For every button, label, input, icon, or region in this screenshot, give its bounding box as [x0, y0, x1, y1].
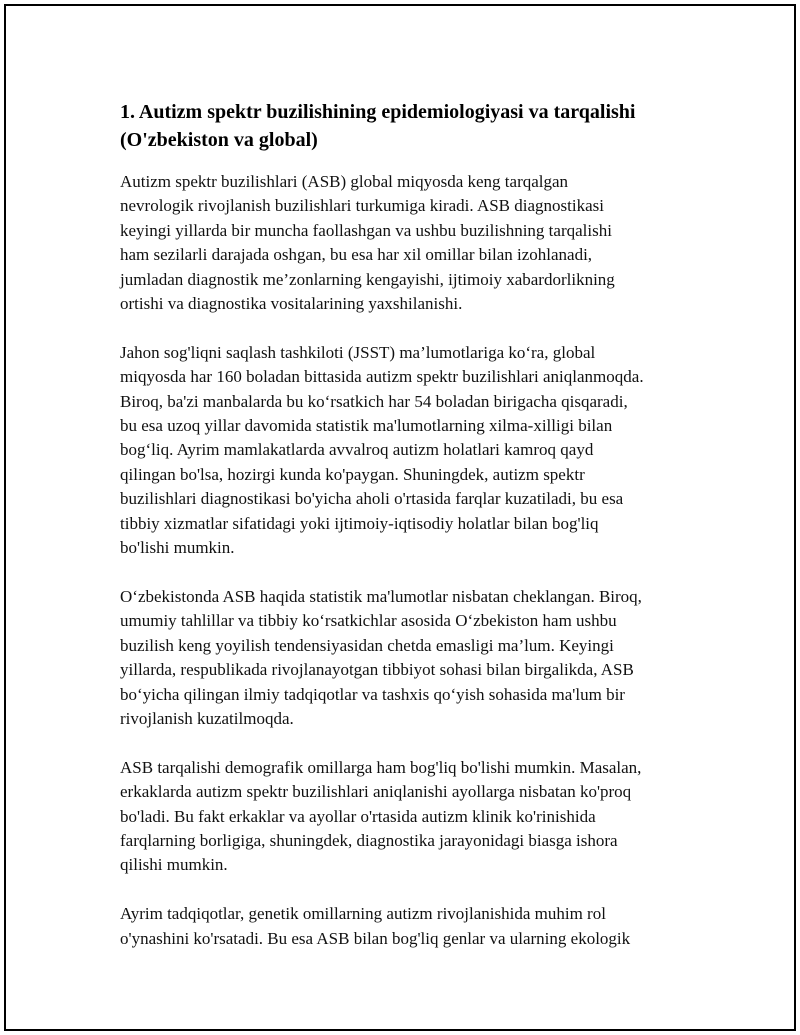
paragraph: [120, 585, 700, 731]
document-body: [120, 98, 700, 975]
paragraph-line: tibbiy xizmatlar sifatidagi yoki ijtimoiy-iqtisodiy holatlar bilan bog'liq: [120, 513, 599, 533]
paragraph-line: Ayrim tadqiqotlar, genetik omillarning autizm rivojlanishida muhim rol: [120, 904, 606, 924]
paragraph-line: yillarda, respublikada rivojlanayotgan tibbiyot sohasi bilan birgalikda, ASB: [120, 660, 634, 680]
paragraph-line: nevrologik rivojlanish buzilishlari turkumiga kiradi. ASB diagnostikasi: [120, 196, 604, 216]
section-heading: [120, 98, 700, 154]
paragraph-line: o'ynashini ko'rsatadi. Bu esa ASB bilan bog'liq genlar va ularning ekologik: [120, 928, 631, 948]
paragraph-line: rivojlanish kuzatilmoqda.: [120, 708, 294, 728]
heading-line: (O'zbekiston va global): [120, 129, 318, 151]
paragraph-line: farqlarning borligiga, shuningdek, diagnostika jarayonidagi biasga ishora: [120, 830, 618, 850]
paragraph-line: bog‘liq. Ayrim mamlakatlarda avvalroq autizm holatlari kamroq qayd: [120, 440, 594, 460]
paragraph-list: [120, 170, 700, 951]
paragraph-line: ASB tarqalishi demografik omillarga ham bog'liq bo'lishi mumkin. Masalan,: [120, 757, 642, 777]
paragraph-line: jumladan diagnostik me’zonlarning kengayishi, ijtimoiy xabardorlikning: [120, 269, 615, 289]
paragraph-line: bo‘yicha qilingan ilmiy tadqiqotlar va tashxis qo‘yish sohasida ma'lum bir: [120, 684, 625, 704]
paragraph-line: bo'lishi mumkin.: [120, 538, 235, 558]
paragraph-line: keyingi yillarda bir muncha faollashgan va ushbu buzilishning tarqalishi: [120, 220, 612, 240]
paragraph: [120, 341, 700, 561]
paragraph-line: bu esa uzoq yillar davomida statistik ma'lumotlarning xilma-xilligi bilan: [120, 416, 613, 436]
paragraph-line: erkaklarda autizm spektr buzilishlari aniqlanishi ayollarga nisbatan ko'proq: [120, 782, 632, 802]
paragraph-line: Jahon sog'liqni saqlash tashkiloti (JSST) ma’lumotlariga ko‘ra, global: [120, 342, 596, 362]
heading-line: 1. Autizm spektr buzilishining epidemiologiyasi va tarqalishi: [120, 101, 636, 123]
paragraph-line: umumiy tahlillar va tibbiy ko‘rsatkichlar asosida O‘zbekiston ham ushbu: [120, 611, 617, 631]
page-frame: [4, 4, 796, 1031]
paragraph-line: Biroq, ba'zi manbalarda bu ko‘rsatkich har 54 boladan birigacha qisqaradi,: [120, 391, 628, 411]
paragraph-line: miqyosda har 160 boladan bittasida autizm spektr buzilishlari aniqlanmoqda.: [120, 367, 644, 387]
paragraph-line: qilingan bo'lsa, hozirgi kunda ko'paygan. Shuningdek, autizm spektr: [120, 464, 585, 484]
paragraph-line: bo'ladi. Bu fakt erkaklar va ayollar o'rtasida autizm klinik ko'rinishida: [120, 806, 596, 826]
paragraph-line: ham sezilarli darajada oshgan, bu esa har xil omillar bilan izohlanadi,: [120, 245, 593, 265]
paragraph: [120, 756, 700, 878]
paragraph: [120, 170, 700, 316]
paragraph-line: O‘zbekistonda ASB haqida statistik ma'lumotlar nisbatan cheklangan. Biroq,: [120, 586, 642, 606]
paragraph-line: buzilishlari diagnostikasi bo'yicha aholi o'rtasida farqlar kuzatiladi, bu esa: [120, 489, 624, 509]
paragraph-line: ortishi va diagnostika vositalarining yaxshilanishi.: [120, 294, 463, 314]
paragraph: [120, 902, 700, 951]
paragraph-line: qilishi mumkin.: [120, 855, 228, 875]
paragraph-line: buzilish keng yoyilish tendensiyasidan chetda emasligi ma’lum. Keyingi: [120, 635, 614, 655]
paragraph-line: Autizm spektr buzilishlari (ASB) global miqyosda keng tarqalgan: [120, 172, 569, 191]
